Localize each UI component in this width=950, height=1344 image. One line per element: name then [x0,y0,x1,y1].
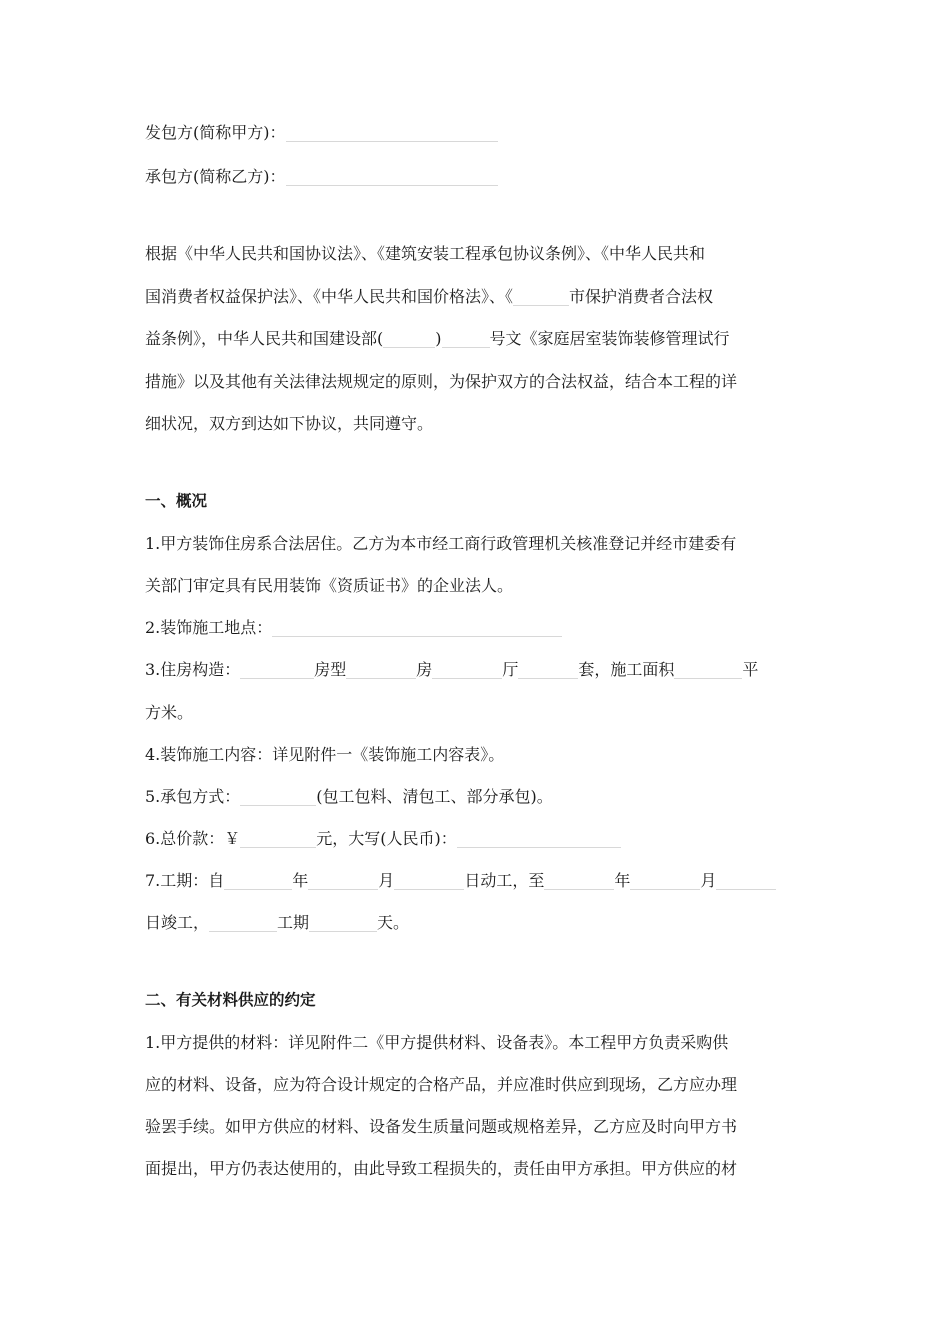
location-blank[interactable] [272,618,562,637]
item-text: 1.甲方装饰住房系合法居住。乙方为本市经工商行政管理机关核准登记并经市建委有 [145,534,737,553]
item-text: 面提出，甲方仍表达使用的，由此导致工程损失的，责任由甲方承担。甲方供应的材 [145,1159,738,1178]
item-text: 2.装饰施工地点： [145,618,273,637]
preamble-line-3 [145,327,730,351]
units-blank[interactable] [518,660,578,679]
section-1-heading: 一、概况 [145,492,208,510]
section-2-line-3 [145,1115,737,1139]
start-day-blank[interactable] [394,871,464,890]
item-text: 房 [416,660,433,679]
rooms-blank[interactable] [346,660,416,679]
preamble-text: 措施》以及其他有关法律法规规定的原则，为保护双方的合法权益，结合本工程的详 [145,372,738,391]
party-b-line [145,165,498,189]
end-day-blank[interactable] [716,871,776,890]
party-b-label: 承包方(简称乙方)： [145,167,286,186]
item-text: 日动工，至 [464,871,545,890]
item-text: 套，施工面积 [578,660,675,679]
preamble-text: 国消费者权益保护法》、《中华人民共和国价格法》、《 [145,287,514,306]
party-a-blank[interactable] [286,123,498,142]
city-blank[interactable] [513,287,569,306]
item-2-line [145,616,562,640]
item-7-line-2 [145,911,409,935]
item-text: 4.装饰施工内容：详见附件一《装饰施工内容表》。 [145,745,505,764]
item-text: 年 [292,871,309,890]
preamble-text: 细状况，双方到达如下协议，共同遵守。 [145,414,434,433]
item-1-line-1 [145,532,736,556]
item-text: 房型 [314,660,347,679]
preamble-text: 市保护消费者合法权 [569,287,714,306]
price-blank[interactable] [240,829,316,848]
halls-blank[interactable] [432,660,502,679]
item-6-line [145,827,621,851]
start-year-blank[interactable] [224,871,292,890]
item-3-line-1 [145,658,758,682]
section-2-line-4 [145,1157,737,1181]
item-3-line-2 [145,701,193,725]
preamble-text: ) [435,329,442,348]
item-text: 天。 [377,913,410,932]
preamble-line-2 [145,285,713,309]
item-text: 关部门审定具有民用装饰《资质证书》的企业法人。 [145,576,514,595]
section-2-line-2 [145,1073,737,1097]
end-year-blank[interactable] [544,871,614,890]
item-text: 3.住房构造： [145,660,241,679]
item-7-line-1 [145,869,776,893]
item-text: 6.总价款：￥ [145,829,241,848]
item-text: 月 [700,871,717,890]
duration-gap-blank[interactable] [209,913,277,932]
section-2-heading: 二、有关材料供应的约定 [145,991,316,1009]
item-text: 工期 [277,913,310,932]
area-blank[interactable] [674,660,742,679]
item-text: 厅 [502,660,519,679]
party-a-label: 发包方(简称甲方)： [145,123,286,142]
doc-number-blank[interactable] [442,329,490,348]
item-1-line-2 [145,574,513,598]
contract-mode-blank[interactable] [240,787,316,806]
item-text: 平 [742,660,759,679]
start-month-blank[interactable] [308,871,378,890]
structure-blank[interactable] [240,660,314,679]
item-text: 月 [378,871,395,890]
preamble-line-5 [145,412,433,436]
item-text: 5.承包方式： [145,787,241,806]
item-text: 7.工期：自 [145,871,225,890]
section-2-line-1 [145,1031,728,1055]
price-words-blank[interactable] [457,829,621,848]
duration-days-blank[interactable] [309,913,377,932]
preamble-text: 根据《中华人民共和国协议法》、《建筑安装工程承包协议条例》、《中华人民共和 [145,244,706,263]
item-text: 方米。 [145,703,194,722]
item-text: 应的材料、设备，应为符合设计规定的合格产品，并应准时供应到现场，乙方应办理 [145,1075,738,1094]
item-text: (包工包料、清包工、部分承包)。 [316,787,553,806]
end-month-blank[interactable] [630,871,700,890]
item-text: 年 [614,871,631,890]
item-text: 1.甲方提供的材料：详见附件二《甲方提供材料、设备表》。本工程甲方负责采购供 [145,1033,729,1052]
item-4-line [145,743,504,767]
preamble-line-1 [145,242,705,266]
preamble-text: 号文《家庭居室装饰装修管理试行 [489,329,730,348]
year-blank[interactable] [383,329,435,348]
item-text: 元，大写(人民币)： [316,829,457,848]
item-text: 验罢手续。如甲方供应的材料、设备发生质量问题或规格差异，乙方应及时向甲方书 [145,1117,738,1136]
party-a-line [145,121,498,145]
item-5-line [145,785,553,809]
preamble-line-4 [145,370,737,394]
preamble-text: 益条例》，中华人民共和国建设部( [145,329,384,348]
party-b-blank[interactable] [286,167,498,186]
item-text: 日竣工， [145,913,210,932]
